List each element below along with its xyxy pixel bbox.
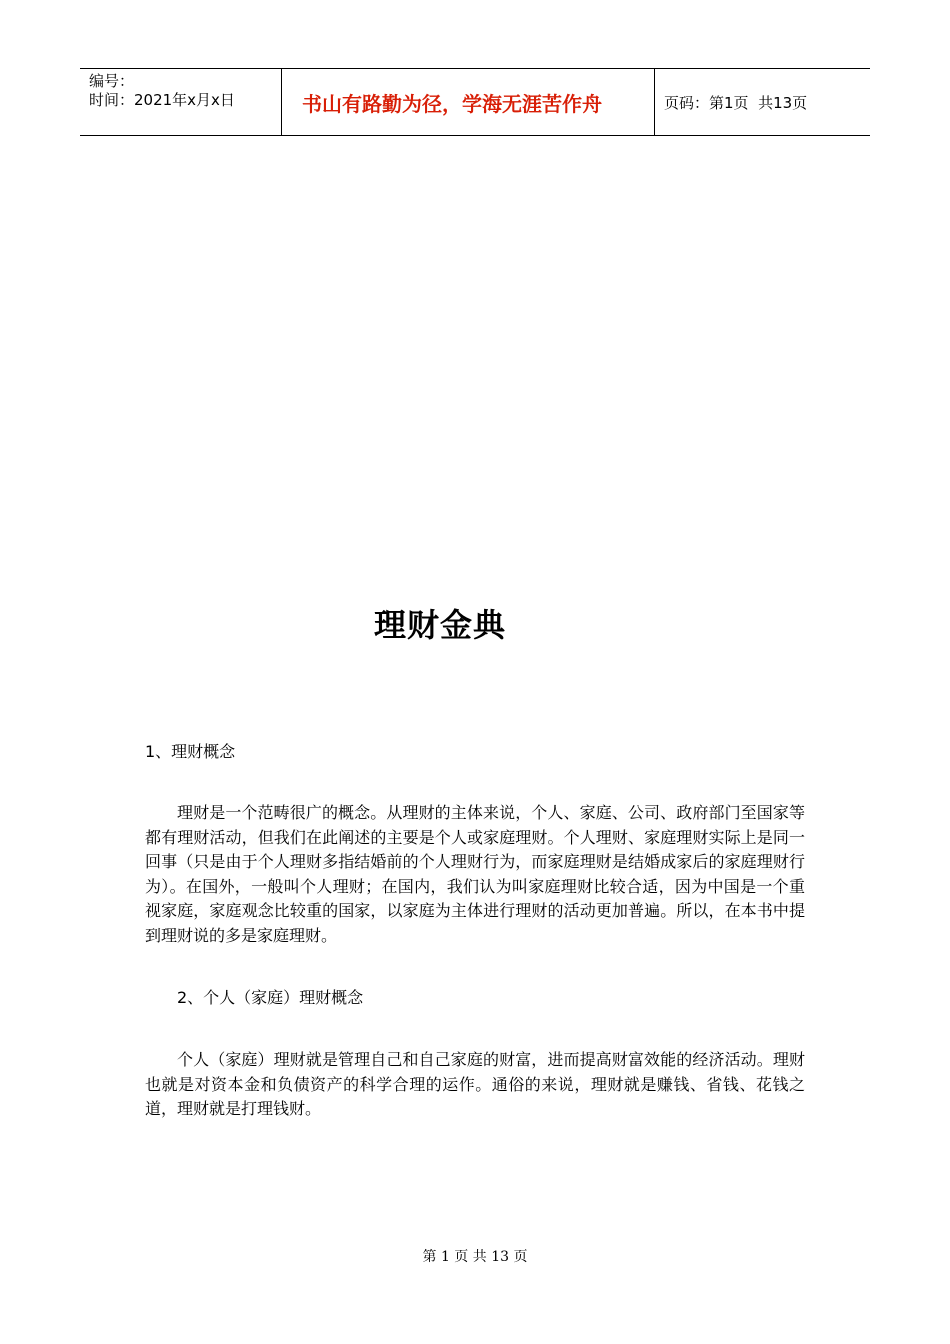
header-motto: 书山有路勤为径，学海无涯苦作舟	[302, 91, 602, 116]
header-page-info: 页码：第1页 共13页	[664, 93, 808, 112]
header-meta-cell	[80, 69, 282, 135]
document-date-label: 时间：2021年x月x日	[89, 91, 235, 109]
section-heading-1: 1、理财概念	[145, 742, 236, 761]
document-header	[80, 68, 870, 136]
page-footer: 第 1 页 共 13 页	[422, 1249, 528, 1265]
header-motto-cell	[282, 69, 655, 135]
section-paragraph-1: 理财是一个范畴很广的概念。从理财的主体来说，个人、家庭、公司、政府部门至国家等都有理财活动，但我们在此阐述的主要是个人或家庭理财。个人理财、家庭理财实际上是同一回事（只是由于个人理财多指结婚前的个人理财行为，而家庭理财是结婚成家后的家庭理财行为）。在国外，一般叫个人理财；在国内，我们认为叫家庭理财比较合适，因为中国是一个重视家庭，家庭观念比较重的国家，以家庭为主体进行理财的活动更加普遍。所以，在本书中提到理财说的多是家庭理财。	[145, 803, 805, 945]
section-heading-2: 2、个人（家庭）理财概念	[177, 988, 364, 1007]
section-paragraph-2: 个人（家庭）理财就是管理自己和自己家庭的财富，进而提高财富效能的经济活动。理财也就是对资本金和负债资产的科学合理的运作。通俗的来说，理财就是赚钱、省钱、花钱之道，理财就是打理钱财。	[145, 1050, 805, 1118]
document-title: 理财金典	[373, 606, 506, 644]
header-page-cell	[655, 69, 870, 135]
document-number-label: 编号：	[89, 72, 135, 90]
